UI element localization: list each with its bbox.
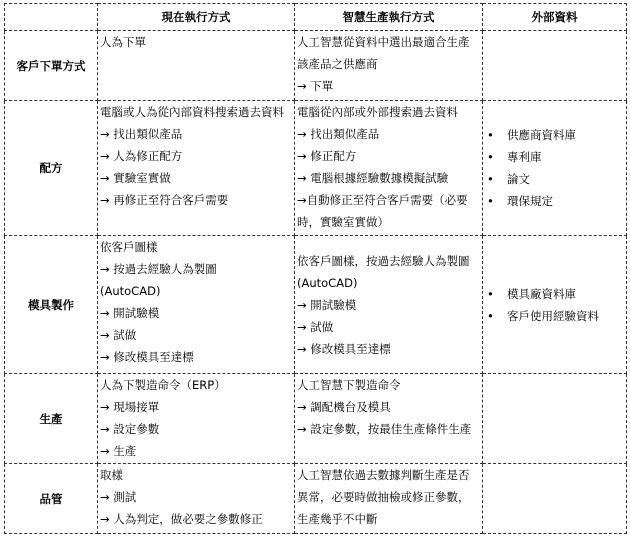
text-line: (AutoCAD) xyxy=(100,284,161,298)
row-label: 客戶下單方式 xyxy=(5,31,98,101)
text-line: → 按過去經驗人為製圖 xyxy=(100,262,217,276)
text-line: → 找出類似產品 xyxy=(100,127,183,141)
text-line: → 設定參數 xyxy=(100,422,160,436)
cell-smart xyxy=(295,31,483,101)
text-line: 人工智慧下製造命令 xyxy=(297,378,401,392)
text-line: → 修改模具至達標 xyxy=(297,341,391,356)
text-line: 人工智慧依過去數據判斷生產是否異常，必要時做抽檢或修正參數，生產幾乎不中斷 xyxy=(297,468,470,526)
text-line: → 修正配方 xyxy=(297,149,357,163)
cell-current xyxy=(98,464,295,534)
row-formula xyxy=(5,101,627,236)
cell-smart xyxy=(295,101,483,236)
comparison-sheet xyxy=(4,3,627,534)
row-label: 生產 xyxy=(5,374,98,464)
external-list xyxy=(485,283,624,327)
text-line: → 再修正至符合客戶需要 xyxy=(100,193,229,207)
cell-external xyxy=(483,31,627,101)
row-order xyxy=(5,31,627,101)
row-mold xyxy=(5,236,627,374)
text-line: → 測試 xyxy=(100,490,137,504)
text-line: 取樣 xyxy=(100,468,123,482)
cell-external xyxy=(483,374,627,464)
text-line: → 設定參數，按最佳生產條件生產 xyxy=(297,422,472,436)
external-item: • 論文 xyxy=(485,168,624,190)
external-item: • 環保規定 xyxy=(485,190,624,212)
cell-current xyxy=(98,101,295,236)
text-line: → 生產 xyxy=(100,444,137,458)
text-line: → 下單 xyxy=(297,79,334,93)
text-line: 人為下製造命令（ERP） xyxy=(100,378,226,392)
header-smart: 智慧生產執行方式 xyxy=(295,4,483,31)
header-blank xyxy=(5,4,98,31)
text-line: 人工智慧從資料中選出最適合生產該產品之供應商 xyxy=(297,35,470,71)
cell-external xyxy=(483,464,627,534)
comparison-table xyxy=(4,3,627,534)
text-line: → 電腦根據經驗數據模擬試驗 xyxy=(297,171,449,185)
text-line: → 開試驗模 xyxy=(297,297,357,312)
text-line: → 人為判定，做必要之參數修正 xyxy=(100,512,263,526)
row-production xyxy=(5,374,627,464)
header-current: 現在執行方式 xyxy=(98,4,295,31)
row-label: 配方 xyxy=(5,101,98,236)
text-line: → 修改模具至達標 xyxy=(100,350,194,364)
external-item: • 專利庫 xyxy=(485,146,624,168)
external-item: • 客戶使用經驗資料 xyxy=(485,305,624,327)
text-line: → 找出類似產品 xyxy=(297,127,380,141)
text-line: → 試做 xyxy=(297,319,334,334)
header-external: 外部資料 xyxy=(483,4,627,31)
row-label: 品管 xyxy=(5,464,98,534)
cell-current xyxy=(98,374,295,464)
text-line: →自動修正至符合客戶需要（必要時，實驗室實做） xyxy=(297,193,468,229)
text-line: → 現場接單 xyxy=(100,400,160,414)
text-line: → 調配機台及模具 xyxy=(297,400,391,414)
row-label: 模具製作 xyxy=(5,236,98,374)
cell-smart xyxy=(295,236,483,374)
text-line: 依客戶圖樣，按過去經驗人為製圖 xyxy=(297,253,470,268)
cell-external xyxy=(483,236,627,374)
external-list xyxy=(485,124,624,212)
cell-external xyxy=(483,101,627,236)
text-line: 人為下單 xyxy=(100,35,146,49)
text-line: 依客戶圖樣 xyxy=(100,240,158,254)
cell-current xyxy=(98,236,295,374)
cell-smart xyxy=(295,374,483,464)
text-line: 電腦從內部或外部搜索過去資料 xyxy=(297,105,458,119)
text-line: → 人為修正配方 xyxy=(100,149,183,163)
external-item: • 模具廠資料庫 xyxy=(485,283,624,305)
cell-smart xyxy=(295,464,483,534)
external-item: • 供應商資料庫 xyxy=(485,124,624,146)
header-row xyxy=(5,4,627,31)
text-line: → 實驗室實做 xyxy=(100,171,171,185)
text-line: 電腦或人為從內部資料搜索過去資料 xyxy=(100,105,284,119)
row-qc xyxy=(5,464,627,534)
text-line: → 試做 xyxy=(100,328,137,342)
cell-current xyxy=(98,31,295,101)
text-line: → 開試驗模 xyxy=(100,306,160,320)
text-line: (AutoCAD) xyxy=(297,275,358,290)
